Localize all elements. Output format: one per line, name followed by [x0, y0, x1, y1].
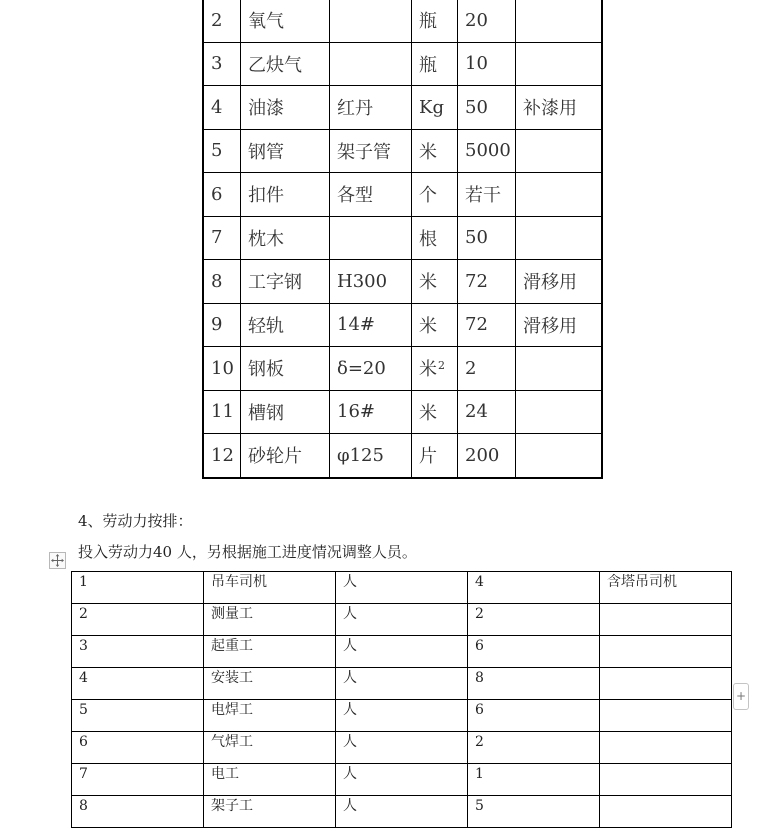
cell-unit: 米 [412, 303, 458, 347]
cell-note [516, 390, 603, 434]
cell-no: 10 [203, 347, 241, 391]
cell-no: 2 [203, 0, 241, 42]
cell-unit: 米 [412, 129, 458, 173]
cell-no: 3 [72, 636, 204, 668]
cell-qty: 20 [458, 0, 516, 42]
table-row [72, 700, 732, 732]
table-row [203, 347, 602, 391]
cell-name: 乙炔气 [241, 42, 330, 86]
cell-unit: 瓶 [412, 0, 458, 42]
cell-qty: 8 [468, 668, 600, 700]
cell-name: 轻轨 [241, 303, 330, 347]
cell-unit: 人 [336, 636, 468, 668]
table-row [72, 636, 732, 668]
table-row [203, 434, 602, 478]
cell-qty: 24 [458, 390, 516, 434]
cell-no: 5 [72, 700, 204, 732]
cell-no: 5 [203, 129, 241, 173]
cell-note: 含塔吊司机 [600, 572, 732, 604]
cell-unit: 米 [412, 260, 458, 304]
table-row [72, 572, 732, 604]
cell-no: 6 [203, 173, 241, 217]
cell-qty: 50 [458, 86, 516, 130]
cell-spec [330, 0, 412, 42]
cell-unit: 瓶 [412, 42, 458, 86]
cell-qty: 2 [468, 604, 600, 636]
unit-superscript: 2 [438, 359, 445, 373]
cell-spec [330, 42, 412, 86]
cell-qty: 50 [458, 216, 516, 260]
table-row [72, 604, 732, 636]
cell-spec: 架子管 [330, 129, 412, 173]
table-row [203, 0, 602, 42]
cell-qty: 若干 [458, 173, 516, 217]
cell-note [600, 700, 732, 732]
cell-note [600, 636, 732, 668]
cell-role: 架子工 [204, 796, 336, 828]
cell-qty: 5000 [458, 129, 516, 173]
cell-no: 8 [203, 260, 241, 304]
cell-spec: δ=20 [330, 347, 412, 391]
cell-no: 9 [203, 303, 241, 347]
cell-unit: 人 [336, 764, 468, 796]
cell-unit: 人 [336, 796, 468, 828]
table-row [72, 796, 732, 828]
cell-spec: 14# [330, 303, 412, 347]
cell-role: 电工 [204, 764, 336, 796]
cell-name: 枕木 [241, 216, 330, 260]
cell-no: 4 [203, 86, 241, 130]
cell-qty: 5 [468, 796, 600, 828]
cell-no: 6 [72, 732, 204, 764]
cell-role: 测量工 [204, 604, 336, 636]
cell-note [516, 173, 603, 217]
table-row [203, 86, 602, 130]
cell-name: 扣件 [241, 173, 330, 217]
table-row [203, 216, 602, 260]
cell-role: 安装工 [204, 668, 336, 700]
cell-qty: 2 [458, 347, 516, 391]
cell-qty: 2 [468, 732, 600, 764]
cell-role: 电焊工 [204, 700, 336, 732]
table-row [72, 668, 732, 700]
cell-unit: 人 [336, 572, 468, 604]
cell-qty: 72 [458, 260, 516, 304]
cell-note [516, 0, 603, 42]
cell-unit: 米$^2$ [412, 347, 458, 391]
cell-qty: 4 [468, 572, 600, 604]
table-row [203, 173, 602, 217]
cell-note [600, 764, 732, 796]
cell-qty: 10 [458, 42, 516, 86]
cell-no: 4 [72, 668, 204, 700]
cell-spec: φ125 [330, 434, 412, 478]
cell-note: 滑移用 [516, 260, 603, 304]
table-move-handle[interactable] [49, 552, 66, 569]
add-column-button[interactable] [733, 683, 749, 710]
cell-note [516, 347, 603, 391]
cell-note [600, 604, 732, 636]
cell-unit: 根 [412, 216, 458, 260]
table-row [72, 732, 732, 764]
cell-qty: 6 [468, 700, 600, 732]
cell-spec: H300 [330, 260, 412, 304]
cell-spec: 红丹 [330, 86, 412, 130]
cell-spec: 16# [330, 390, 412, 434]
cell-name: 钢管 [241, 129, 330, 173]
table-row [203, 129, 602, 173]
plus-icon: + [735, 689, 747, 703]
cell-unit: 人 [336, 700, 468, 732]
cell-qty: 200 [458, 434, 516, 478]
cell-note [516, 216, 603, 260]
materials-table [202, 0, 603, 479]
cell-no: 1 [72, 572, 204, 604]
cell-role: 起重工 [204, 636, 336, 668]
labor-table [71, 571, 732, 828]
cell-spec: 各型 [330, 173, 412, 217]
cell-role: 气焊工 [204, 732, 336, 764]
cell-unit: 人 [336, 732, 468, 764]
cell-no: 2 [72, 604, 204, 636]
cell-unit: 米 [412, 390, 458, 434]
section-text: 投入劳动力40 人，另根据施工进度情况调整人员。 [78, 543, 417, 561]
section-heading: 4、劳动力按排： [78, 512, 193, 530]
cell-spec [330, 216, 412, 260]
cell-name: 槽钢 [241, 390, 330, 434]
cell-unit: 片 [412, 434, 458, 478]
cell-name: 钢板 [241, 347, 330, 391]
cell-name: 砂轮片 [241, 434, 330, 478]
cell-no: 3 [203, 42, 241, 86]
cell-no: 12 [203, 434, 241, 478]
cell-note [600, 796, 732, 828]
cell-note [516, 129, 603, 173]
cell-name: 氧气 [241, 0, 330, 42]
cell-qty: 1 [468, 764, 600, 796]
cell-name: 工字钢 [241, 260, 330, 304]
cell-note [600, 668, 732, 700]
cell-role: 吊车司机 [204, 572, 336, 604]
table-row [203, 303, 602, 347]
table-row [203, 260, 602, 304]
cell-unit: 人 [336, 604, 468, 636]
cell-no: 7 [72, 764, 204, 796]
cell-unit: Kg [412, 86, 458, 130]
move-arrows-icon [50, 553, 65, 568]
cell-no: 8 [72, 796, 204, 828]
cell-qty: 6 [468, 636, 600, 668]
table-row [203, 42, 602, 86]
cell-note [516, 434, 603, 478]
cell-unit: 个 [412, 173, 458, 217]
cell-note: 滑移用 [516, 303, 603, 347]
table-row [203, 390, 602, 434]
cell-unit: 人 [336, 668, 468, 700]
table-row [72, 764, 732, 796]
cell-no: 11 [203, 390, 241, 434]
cell-qty: 72 [458, 303, 516, 347]
cell-name: 油漆 [241, 86, 330, 130]
cell-no: 7 [203, 216, 241, 260]
cell-note: 补漆用 [516, 86, 603, 130]
cell-note [600, 732, 732, 764]
cell-note [516, 42, 603, 86]
